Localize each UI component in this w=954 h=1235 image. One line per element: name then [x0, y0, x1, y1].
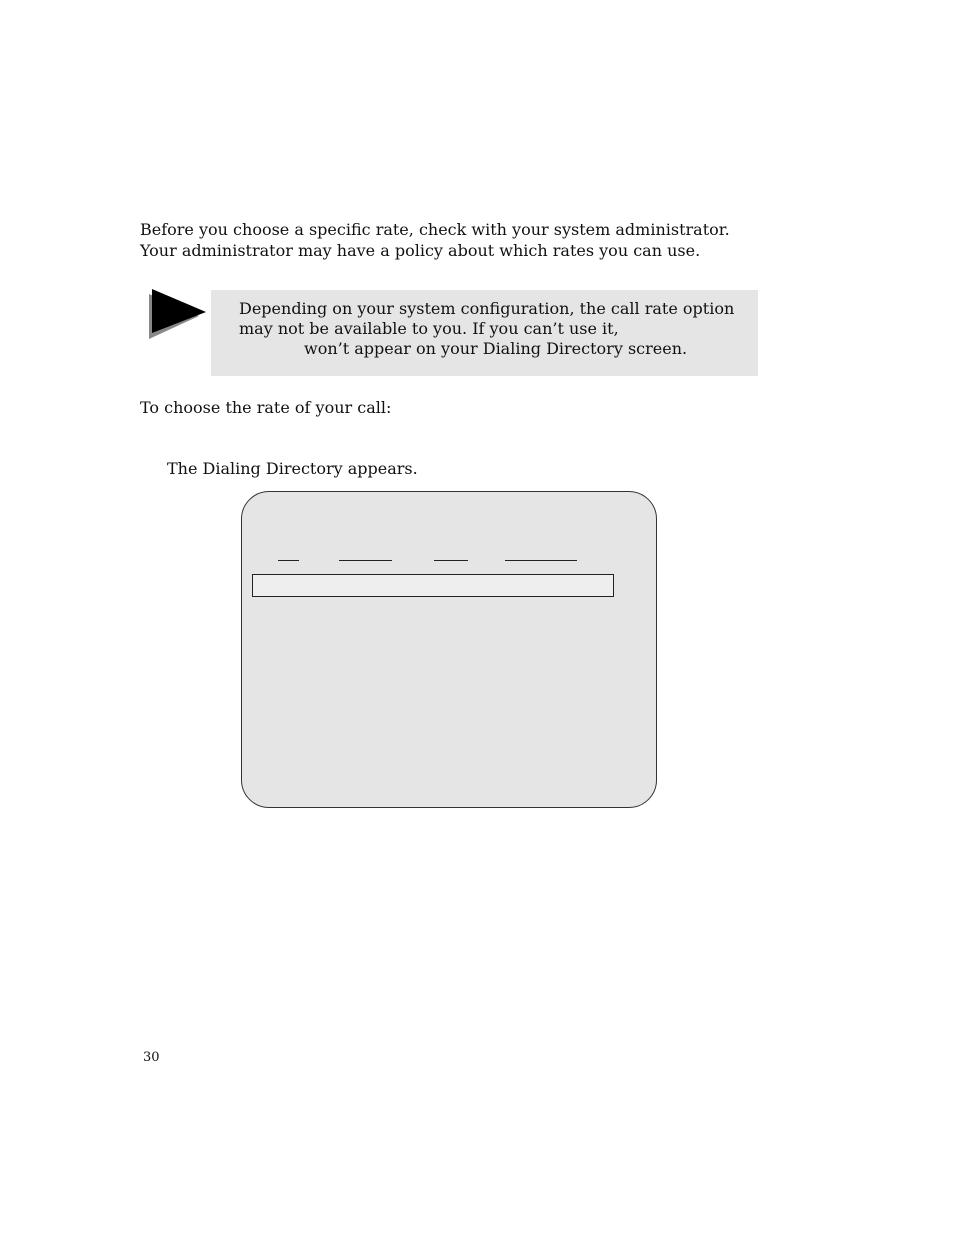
- note-line: won’t appear on your Dialing Directory screen.: [304, 339, 688, 358]
- steps-intro: To choose the rate of your call:: [140, 398, 392, 417]
- dialing-directory-screen: [241, 491, 657, 808]
- intro-paragraph: Before you choose a specific rate, check with your system administrator. Your administrator may have a policy about which rates you can use.: [140, 220, 730, 260]
- note-line: may not be available to you. If you can’t use it,: [239, 319, 619, 338]
- note-line: Depending on your system configuration, the call rate option: [239, 299, 735, 318]
- arrow-icon: [146, 285, 208, 341]
- column-header-underline: [278, 560, 299, 561]
- page-number: 30: [143, 1050, 160, 1065]
- note-box: [211, 290, 758, 376]
- selected-directory-entry[interactable]: [252, 574, 614, 597]
- column-header-underline: [339, 560, 392, 561]
- column-header-underline: [434, 560, 468, 561]
- column-header-underline: [505, 560, 577, 561]
- step-result: The Dialing Directory appears.: [167, 459, 418, 478]
